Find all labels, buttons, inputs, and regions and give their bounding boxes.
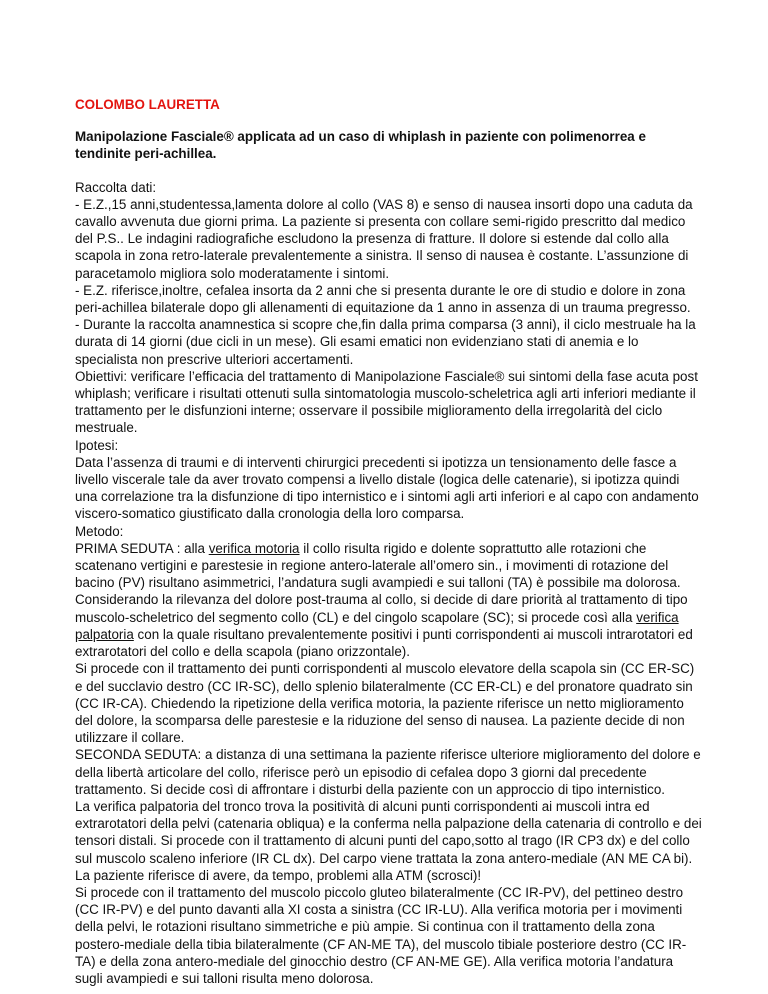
- underlined-term: verifica motoria: [208, 540, 300, 556]
- underlined-term: verifica palpatoria: [75, 609, 679, 642]
- section-label-ipotesi: Ipotesi:: [75, 437, 119, 453]
- section-label-raccolta: Raccolta dati:: [75, 179, 157, 195]
- author-name: COLOMBO LAURETTA: [75, 97, 220, 112]
- paragraph-anamnesis-3: - Durante la raccolta anamnestica si scopre che,fin dalla prima comparsa (3 anni), il ciclo mestruale ha la durata di 14 giorni (due cicli in un mese). Gli esami ematici non evidenziano stati di anemia e lo specialista non prescrive ulteriori accertamenti.: [75, 317, 696, 367]
- paragraph-trattamento: Si procede con il trattamento del muscolo piccolo gluteo bilateralmente (CC IR-PV), del pettineo destro (CC IR-PV) e del punto davanti alla XI costa a sinistra (CC IR-LU). Alla verifica motoria per i movimenti della pelvi, le rotazioni risultano simmetriche e più ampie. Si continua con il trattamento della zona postero-mediale della tibia bilateralmente (CF AN-ME TA), del muscolo tibiale posteriore destro (CC IR-TA) e della zona antero-mediale del ginocchio destro (CF AN-ME GE). Alla verifica motoria l’andatura sugli avampiedi e sui talloni risulta meno dolorosa.: [75, 884, 687, 986]
- paragraph-anamnesis-2: - E.Z. riferisce,inoltre, cefalea insorta da 2 anni che si presenta durante le ore di studio e dolore in zona peri-achillea bilaterale dopo gli allenamenti di equitazione da 1 anno in assenza di un trauma pregresso.: [75, 282, 691, 316]
- text-segment: con la quale risultano prevalentemente positivi i punti corrispondenti ai muscoli intrarotatori ed extrarotatori del collo e della scapola (piano orizzontale).: [75, 626, 693, 660]
- text-segment: il collo risulta rigido e dolente soprattutto alle rotazioni che scatenano vertigini e parestesie in regione antero-laterale all’omero sin., i movimenti di rotazione del bacino (PV) risultano asimmetrici, l’andatura sugli avampiedi e sui talloni (TA) è possibile ma dolorosa.: [75, 540, 681, 591]
- paragraph-seconda-seduta: SECONDA SEDUTA: a distanza di una settimana la paziente riferisce ulteriore miglioramento del dolore e della libertà articolare del collo, riferisce però un episodio di cefalea dopo 3 giorni dal precedente trattamento. Si decide così di affrontare i disturbi della paziente con un approccio di tipo internistico.: [75, 747, 701, 797]
- paragraph-obiettivi: Obiettivi: verificare l’efficacia del trattamento di Manipolazione Fasciale® sui sintomi della fase acuta post whiplash; verificare i risultati ottenuti sulla sintomatologia muscolo-scheletrica agli arti inferiori mediante il trattamento per le disfunzioni interne; osservare il possibile miglioramento della irregolarità del ciclo mestruale.: [75, 368, 698, 436]
- text-segment: PRIMA SEDUTA : alla: [75, 540, 209, 556]
- paragraph-verifica-palpatoria: La verifica palpatoria del tronco trova la positività di alcuni punti corrispondenti ai muscoli intra ed extrarotatori della pelvi (catenaria obliqua) e la conferma nella palpazione della catenaria di controllo e dei tensori distali. Si procede con il trattamento di alcuni punti del capo,sotto al trago (IR CP3 dx) e del collo sul muscolo scaleno inferiore (IR CL dx). Del carpo viene trattata la zona antero-mediale (AN ME CA bi). La paziente riferisce di avere, da tempo, problemi alla ATM (scrosci)!: [75, 798, 702, 883]
- section-label-metodo: Metodo:: [75, 523, 124, 539]
- paragraph-prima-seduta: [75, 540, 702, 592]
- text-segment: Considerando la rilevanza del dolore post-trauma al collo, si decide di dare priorità al trattamento di tipo muscolo-scheletrico del segmento collo (CL) e del cingolo scapolare (SC); si procede così alla: [75, 592, 688, 625]
- paragraph-anamnesis-1: - E.Z.,15 anni,studentessa,lamenta dolore al collo (VAS 8) e senso di nausea insorti dopo una caduta da cavallo avvenuta due giorni prima. La paziente si presenta con collare semi-rigido prescritto dal medico del P.S.. Le indagini radiografiche escludono la presenza di fratture. Il dolore si estende dal collo alla scapola in zona retro-laterale prevalentemente a sinistra. Il senso di nausea è costante. L’assunzione di paracetamolo migliora solo moderatamente i sintomi.: [75, 196, 693, 281]
- paragraph-prima-seduta-2: [75, 591, 702, 660]
- paragraph-prima-seduta-3: Si procede con il trattamento dei punti corrispondenti al muscolo elevatore della scapola sin (CC ER-SC) e del succlavio destro (CC IR-SC), dello splenio bilateralmente (CC ER-CL) e del pronatore quadrato sin (CC IR-CA). Chiedendo la ripetizione della verifica motoria, la paziente riferisce un netto miglioramento del dolore, la scomparsa delle parestesie e la riduzione del senso di nausea. La paziente decide di non utilizzare il collare.: [75, 661, 695, 746]
- document-title: Manipolazione Fasciale® applicata ad un caso di whiplash in paziente con polimenorrea e tendinite peri-achillea.: [75, 129, 646, 162]
- paragraph-ipotesi: Data l’assenza di traumi e di interventi chirurgici precedenti si ipotizza un tensionamento delle fasce a livello viscerale tale da aver trovato compensi a livello distale (logica delle catenarie), si ipotizza quindi una correlazione tra la disfunzione di tipo internistico e i sintomi agli arti inferiori e al capo con andamento viscero-somatico giustificato dalla cronologia della loro comparsa.: [75, 454, 699, 522]
